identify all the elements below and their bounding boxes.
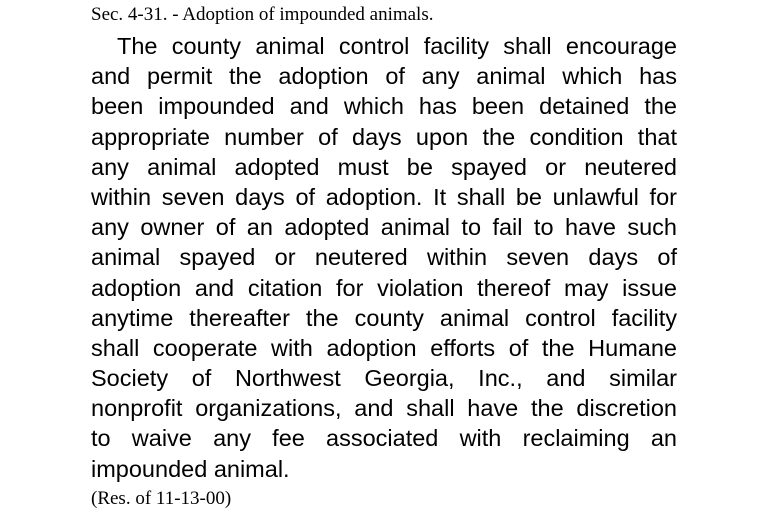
body-line: animal spayed or neutered within seven days of	[91, 244, 677, 271]
body-line: any owner of an adopted animal to fail to have such	[91, 214, 677, 241]
body-line: impounded animal.	[91, 455, 290, 482]
body-line: and permit the adoption of any animal which has	[91, 63, 677, 90]
body-line: The county animal control facility shall encourage	[117, 33, 677, 59]
body-line: to waive any fee associated with reclaiming an	[91, 425, 677, 452]
body-line: Society of Northwest Georgia, Inc., and similar	[91, 365, 677, 392]
body-line: appropriate number of days upon the condition that	[91, 123, 677, 150]
section-heading: Sec. 4-31. - Adoption of impounded animals.	[91, 4, 434, 25]
body-line: within seven days of adoption. It shall be unlawful for	[91, 183, 677, 210]
body-line: nonprofit organizations, and shall have the discretion	[91, 395, 677, 422]
body-line: anytime thereafter the county animal control facility	[91, 304, 677, 331]
body-line: shall cooperate with adoption efforts of the Humane	[91, 334, 677, 361]
body-line: any animal adopted must be spayed or neutered	[91, 153, 677, 180]
body-line: been impounded and which has been detained the	[91, 93, 677, 120]
body-line: adoption and citation for violation thereof may issue	[91, 274, 677, 301]
section-body	[91, 31, 677, 484]
history-note: (Res. of 11-13-00)	[91, 488, 232, 509]
